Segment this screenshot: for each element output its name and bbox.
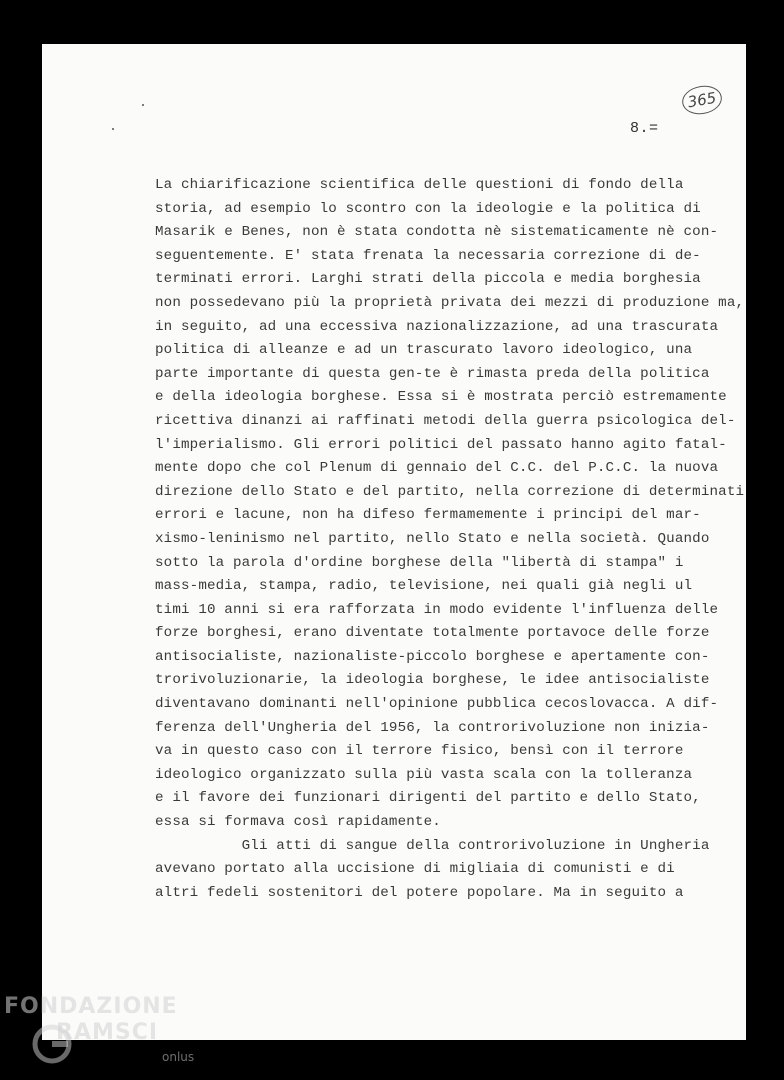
text-line: seguentemente. E' stata frenata la necessaria correzione di de-: [155, 247, 701, 264]
page-number: 8.=: [630, 120, 659, 137]
document-body-text: [155, 174, 745, 905]
watermark-line-1: FONDAZIONE: [4, 994, 178, 1019]
text-line: xismo-leninismo nel partito, nello Stato e nella società. Quando: [155, 530, 710, 547]
watermark-suffix: onlus: [162, 1050, 195, 1064]
text-line: mente dopo che col Plenum di gennaio del C.C. del P.C.C. la nuova: [155, 460, 719, 477]
text-line: in seguito, ad una eccessiva nazionalizzazione, ad una trascurata: [155, 318, 719, 335]
text-line: va in questo caso con il terrore fisico, bensì con il terrore: [155, 743, 684, 760]
text-line: ricettiva dinanzi ai raffinati metodi della guerra psicologica del-: [155, 412, 736, 429]
text-line: politica di alleanze e ad un trascurato lavoro ideologico, una: [155, 342, 693, 359]
text-line: altri fedeli sostenitori del potere popolare. Ma in seguito a: [155, 884, 684, 901]
text-line: storia, ad esempio lo scontro con la ideologie e la politica di: [155, 200, 701, 217]
text-line: parte importante di questa gen-te è rimasta preda della politica: [155, 365, 710, 382]
text-line: avevano portato alla uccisione di migliaia di comunisti e di: [155, 861, 675, 878]
text-line: timi 10 anni si era rafforzata in modo evidente l'influenza delle: [155, 601, 719, 618]
text-line: Gli atti di sangue della controrivoluzione in Ungheria: [155, 837, 710, 854]
text-line: e il favore dei funzionari dirigenti del partito e dello Stato,: [155, 790, 701, 807]
watermark-logo: [0, 992, 200, 1080]
text-line: mass-media, stampa, radio, televisione, nei quali già negli ul: [155, 578, 693, 595]
text-line: La chiarificazione scientifica delle questioni di fondo della: [155, 177, 684, 193]
speck-mark: [112, 128, 114, 130]
text-line: trorivoluzionarie, la ideologia borghese, le idee antisocialiste: [155, 672, 710, 689]
text-line: non possedevano più la proprietà privata dei mezzi di produzione ma,: [155, 294, 745, 311]
text-line: sotto la parola d'ordine borghese della "libertà di stampa" i: [155, 554, 684, 571]
text-line: diventavano dominanti nell'opinione pubblica cecoslovacca. A dif-: [155, 696, 719, 713]
speck-mark: [142, 104, 144, 106]
text-line: direzione dello Stato e del partito, nella correzione di determinati: [155, 483, 745, 500]
text-line: errori e lacune, non ha difeso fermamemente i principi del mar-: [155, 507, 701, 524]
text-line: Masarik e Benes, non è stata condotta nè sistematicamente nè con-: [155, 224, 719, 241]
text-line: ferenza dell'Ungheria del 1956, la controrivoluzione non inizia-: [155, 719, 710, 736]
watermark-line-2: RAMSCI: [56, 1020, 159, 1045]
text-line: essa si formava così rapidamente.: [155, 814, 441, 831]
text-line: terminati errori. Larghi strati della piccola e media borghesia: [155, 271, 701, 288]
archive-number-stamp: 365: [680, 83, 724, 118]
text-line: antisocialiste, nazionaliste-piccolo borghese e apertamente con-: [155, 648, 710, 665]
text-line: ideologico organizzato sulla più vasta scala con la tolleranza: [155, 766, 693, 783]
text-line: l'imperialismo. Gli errori politici del passato hanno agito fatal-: [155, 436, 727, 453]
text-line: forze borghesi, erano diventate totalmente portavoce delle forze: [155, 625, 710, 642]
text-line: e della ideologia borghese. Essa si è mostrata perciò estremamente: [155, 389, 727, 406]
